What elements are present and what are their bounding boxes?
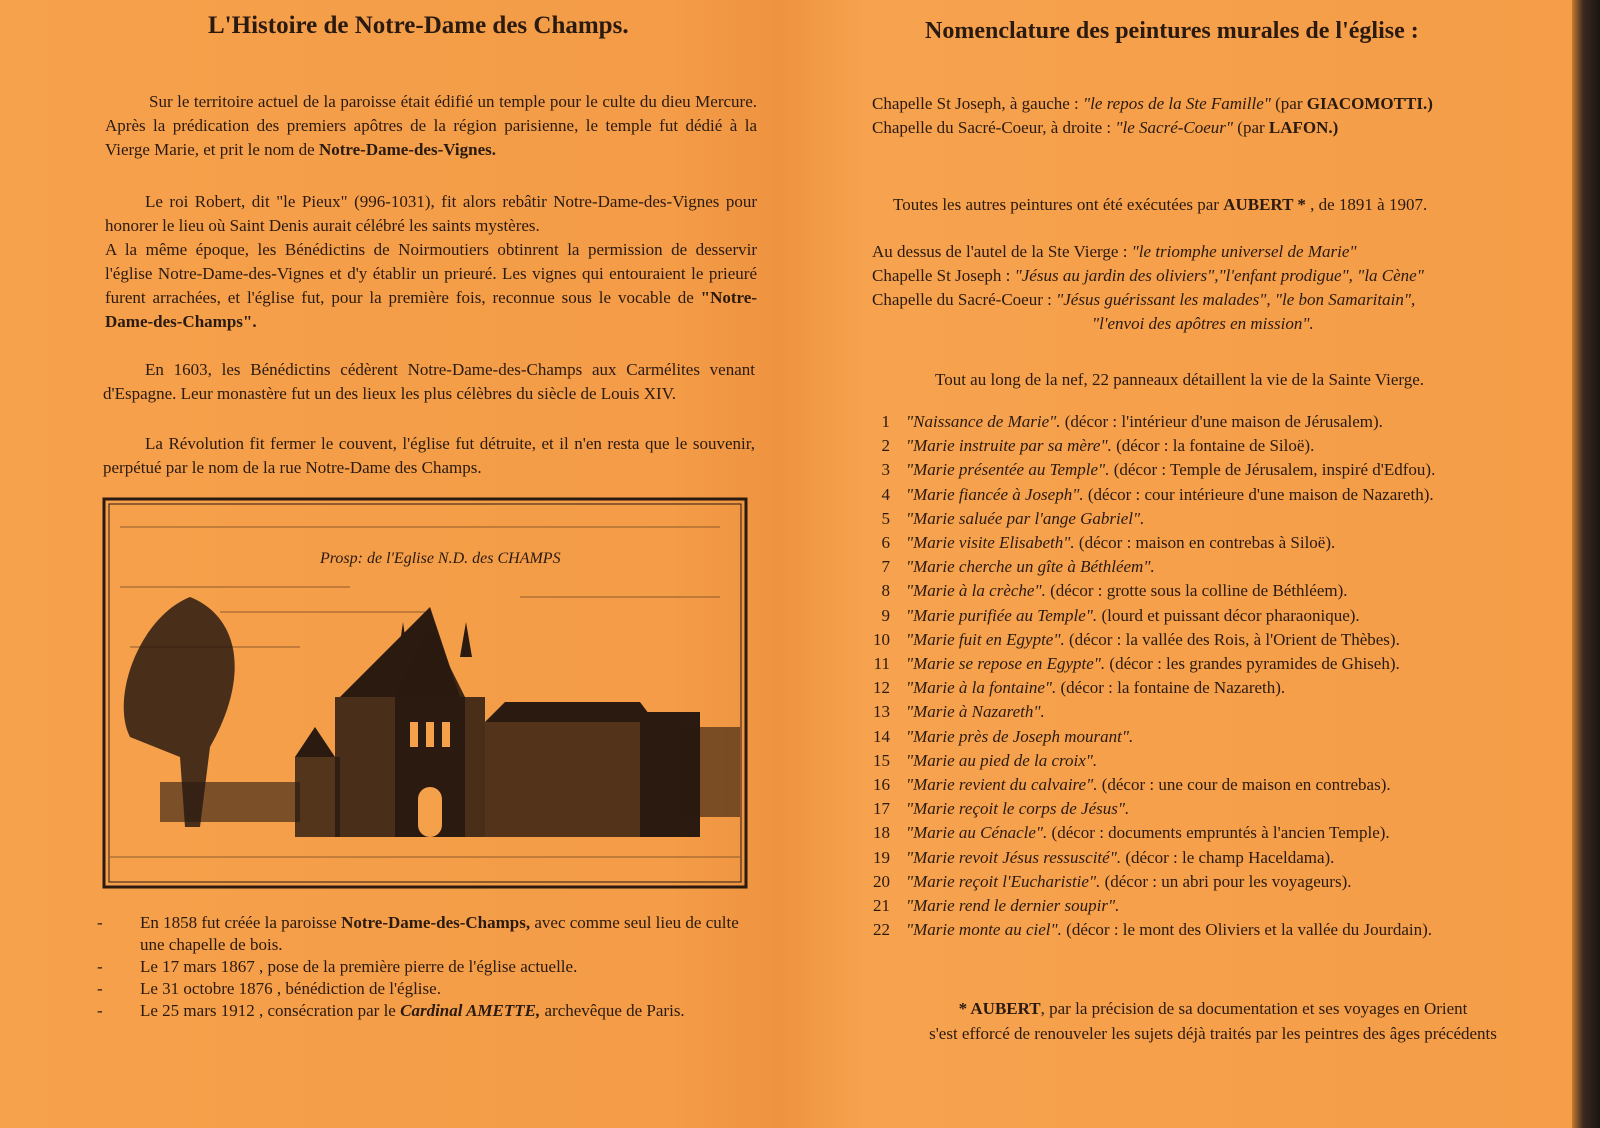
panel-decor: (lourd et puissant décor pharaonique). (1097, 605, 1360, 625)
text: Le 31 octobre 1876 , bénédiction de l'église. (140, 979, 441, 998)
panel-title: "Marie rend le dernier soupir". (906, 896, 1120, 916)
mural-panel-item (868, 434, 1558, 458)
panel-title: "Marie monte au ciel". (906, 920, 1062, 940)
text: avec comme seul lieu de culte une chapelle de bois. (140, 913, 739, 954)
mural-panel-item (868, 507, 1558, 531)
paragraph-revolution: La Révolution fit fermer le couvent, l'église fut détruite, et il n'en resta que le souvenir, perpétué par le nom de la rue Notre-Dame des Champs. (103, 434, 755, 477)
history-timeline (95, 912, 740, 1022)
text: , par la précision de sa documentation et ses voyages en Orient (1040, 999, 1468, 1018)
panel-title: "Marie à Nazareth". (906, 702, 1045, 722)
bold-text: "Notre-Dame-des-Champs". (105, 288, 757, 331)
text: Toutes les autres peintures ont été exécutées par (893, 195, 1224, 214)
text: (par (1270, 94, 1307, 113)
panel-title: "Marie revient du calvaire". (906, 775, 1098, 795)
other-paintings (872, 240, 1424, 336)
list-item (95, 912, 740, 956)
paragraph-origins (105, 90, 757, 162)
aubert-statement (893, 193, 1427, 217)
panel-number: 4 (881, 484, 890, 504)
panel-number: 8 (881, 581, 890, 601)
text: , de 1891 à 1907. (1305, 195, 1428, 214)
panel-decor: (décor : la fontaine de Siloë). (1111, 436, 1315, 456)
right-page (785, 0, 1575, 1128)
panel-number: 5 (881, 508, 890, 528)
italic-text: "l'envoi des apôtres en mission". (1092, 314, 1314, 333)
panel-title: "Marie se repose en Egypte". (906, 654, 1106, 674)
panel-title: "Marie près de Joseph mourant". (906, 726, 1134, 746)
text: (par (1233, 118, 1269, 137)
nef-intro: Tout au long de la nef, 22 panneaux détaillent la vie de la Sainte Vierge. (935, 370, 1425, 389)
panel-title: "Marie à la crèche". (906, 581, 1046, 601)
text: archevêque de Paris. (540, 1001, 685, 1020)
panel-title: "Marie visite Elisabeth". (906, 533, 1075, 553)
mural-panel-item (868, 846, 1558, 870)
mural-panel-item (868, 725, 1558, 749)
panel-title: "Marie cherche un gîte à Béthléem". (906, 557, 1155, 577)
painter-name: GIACOMOTTI.) (1306, 94, 1433, 113)
list-item (95, 1000, 740, 1022)
mural-panel-item (868, 894, 1558, 918)
italic-text: "le repos de la Ste Famille" (1083, 94, 1271, 113)
mural-panel-item (868, 483, 1558, 507)
panel-number: 13 (873, 702, 890, 722)
mural-panel-item (868, 749, 1558, 773)
text: s'est efforcé de renouveler les sujets déjà traités par les peintres des âges précédents (929, 1024, 1497, 1043)
panel-decor: (décor : l'intérieur d'une maison de Jérusalem). (1060, 412, 1383, 431)
right-title: Nomenclature des peintures murales de l'église : (925, 18, 1419, 44)
text: Le roi Robert, dit "le Pieux" (996-1031), fit alors rebâtir Notre-Dame-des-Vignes pour honorer le lieu où Saint Denis aurait célébré les saints mystères. (105, 192, 757, 235)
panel-number: 15 (873, 750, 890, 770)
left-title: L'Histoire de Notre-Dame des Champs. (208, 12, 629, 39)
panel-number: 3 (881, 460, 890, 480)
bold-text: Notre-Dame-des-Champs, (341, 913, 531, 932)
mural-panel-item (868, 579, 1558, 603)
text: Au dessus de l'autel de la Ste Vierge : (872, 242, 1132, 261)
panel-number: 19 (873, 847, 890, 867)
panel-title: "Marie instruite par sa mère". (906, 436, 1112, 456)
mural-panel-item (868, 700, 1558, 724)
text: A la même époque, les Bénédictins de Noirmoutiers obtinrent la permission de desservir l'église Notre-Dame-des-Vignes et d'y établir un prieuré. Les vignes qui entouraient le prieuré furent arrachées, et l'église fut, pour la première fois, reconnue sous le vocable de (105, 240, 757, 307)
panel-number: 20 (873, 871, 890, 891)
panel-title: "Marie revoit Jésus ressuscité". (906, 847, 1122, 867)
scan-edge (1572, 0, 1600, 1128)
engraving-caption: Prosp: de l'Eglise N.D. des CHAMPS (320, 550, 561, 567)
panel-decor: (décor : grotte sous la colline de Béthléem). (1045, 581, 1348, 601)
mural-panel-item (868, 652, 1558, 676)
text (872, 314, 1092, 333)
text: En 1858 fut créée la paroisse (140, 913, 342, 932)
panel-decor: (décor : documents empruntés à l'ancien Temple). (1047, 823, 1390, 843)
panel-decor: (décor : la fontaine de Nazareth). (1056, 678, 1286, 698)
panel-number: 10 (873, 629, 890, 649)
panel-decor: (décor : le mont des Oliviers et la vallée du Jourdain). (1061, 920, 1433, 940)
panel-title: "Marie fuit en Egypte". (906, 629, 1065, 649)
bold-italic-text: Cardinal AMETTE, (400, 1001, 541, 1020)
bold-text: Notre-Dame-des-Vignes. (318, 140, 496, 159)
panel-title: "Marie purifiée au Temple". (906, 605, 1098, 625)
mural-panel-item (868, 870, 1558, 894)
chapel-paintings (872, 92, 1572, 140)
panel-number: 14 (873, 726, 890, 746)
panel-title: "Marie à la fontaine". (906, 678, 1057, 698)
painter-name: AUBERT * (1223, 195, 1306, 214)
panel-decor: (décor : la vallée des Rois, à l'Orient de Thèbes). (1064, 629, 1400, 649)
panel-number: 18 (873, 823, 890, 843)
panel-decor: (décor : le champ Haceldama). (1121, 847, 1335, 867)
painter-name: LAFON.) (1268, 118, 1339, 137)
panel-title: "Marie reçoit le corps de Jésus". (906, 799, 1130, 819)
mural-panel-item (868, 410, 1558, 434)
church-engraving (100, 497, 750, 889)
italic-text: "Jésus au jardin des oliviers","l'enfant prodigue", "la Cène" (1014, 266, 1424, 285)
mural-panel-item (868, 628, 1558, 652)
panel-title: "Marie saluée par l'ange Gabriel". (906, 508, 1145, 528)
panel-number: 1 (881, 412, 890, 431)
mural-panel-item (868, 676, 1558, 700)
mural-panel-item (868, 531, 1558, 555)
panel-number: 17 (873, 799, 890, 819)
panel-number: 9 (881, 605, 890, 625)
panel-decor: (décor : Temple de Jérusalem, inspiré d'Edfou). (1109, 460, 1436, 480)
panel-number: 21 (873, 896, 890, 916)
panel-number: 11 (873, 654, 890, 674)
panel-title: "Marie reçoit l'Eucharistie". (906, 871, 1101, 891)
italic-text: "le triomphe universel de Marie" (1131, 242, 1357, 261)
panel-decor: (décor : un abri pour les voyageurs). (1100, 871, 1352, 891)
panel-title: "Marie présentée au Temple". (906, 460, 1110, 480)
mural-panel-item (868, 918, 1558, 942)
text: Chapelle du Sacré-Coeur : (872, 290, 1057, 309)
panel-decor: (décor : cour intérieure d'une maison de Nazareth). (1083, 484, 1434, 504)
aubert-footnote (868, 996, 1558, 1046)
panel-title: "Naissance de Marie". (906, 412, 1061, 431)
panel-decor: (décor : maison en contrebas à Siloë). (1074, 533, 1336, 553)
paragraph-robert (105, 190, 757, 334)
panel-title: "Marie fiancée à Joseph". (906, 484, 1084, 504)
mural-panel-item (868, 773, 1558, 797)
panel-title: "Marie au Cénacle". (906, 823, 1048, 843)
panel-number: 12 (873, 678, 890, 698)
list-item (95, 956, 740, 978)
panel-decor: (décor : une cour de maison en contrebas). (1097, 775, 1391, 795)
text: Le 17 mars 1867 , pose de la première pierre de l'église actuelle. (140, 957, 578, 976)
panel-number: 16 (873, 775, 890, 795)
panel-title: "Marie au pied de la croix". (906, 750, 1098, 770)
left-page (0, 0, 785, 1128)
text: Sur le territoire actuel de la paroisse était édifié un temple pour le culte du dieu Mercure. Après la prédication des premiers apôtres de la région parisienne, le temple fut dédié à la Vierge Marie, et prit le nom de (105, 92, 757, 159)
panel-number: 7 (881, 557, 890, 577)
panel-number: 2 (881, 436, 890, 456)
mural-panel-item (868, 821, 1558, 845)
paragraph-carmelites: En 1603, les Bénédictins cédèrent Notre-Dame-des-Champs aux Carmélites venant d'Espagne. Leur monastère fut un des lieux les plus célèbres du siècle de Louis XIV. (103, 360, 755, 403)
panel-number: 6 (881, 533, 890, 553)
list-item (95, 978, 740, 1000)
panel-decor: (décor : les grandes pyramides de Ghiseh). (1105, 654, 1400, 674)
text: Le 25 mars 1912 , consécration par le (140, 1001, 401, 1020)
italic-text: "le Sacré-Coeur" (1115, 118, 1234, 137)
mural-panel-item (868, 604, 1558, 628)
italic-text: "Jésus guérissant les malades", "le bon Samaritain", (1056, 290, 1416, 309)
panel-number: 22 (873, 920, 890, 940)
mural-panel-item (868, 555, 1558, 579)
mural-panels-list (868, 410, 1558, 942)
painter-name: * AUBERT (958, 999, 1041, 1018)
mural-panel-item (868, 458, 1558, 482)
text: Chapelle St Joseph : (872, 266, 1015, 285)
text: Chapelle St Joseph, à gauche : (872, 94, 1084, 113)
mural-panel-item (868, 797, 1558, 821)
text: Chapelle du Sacré-Coeur, à droite : (872, 118, 1116, 137)
